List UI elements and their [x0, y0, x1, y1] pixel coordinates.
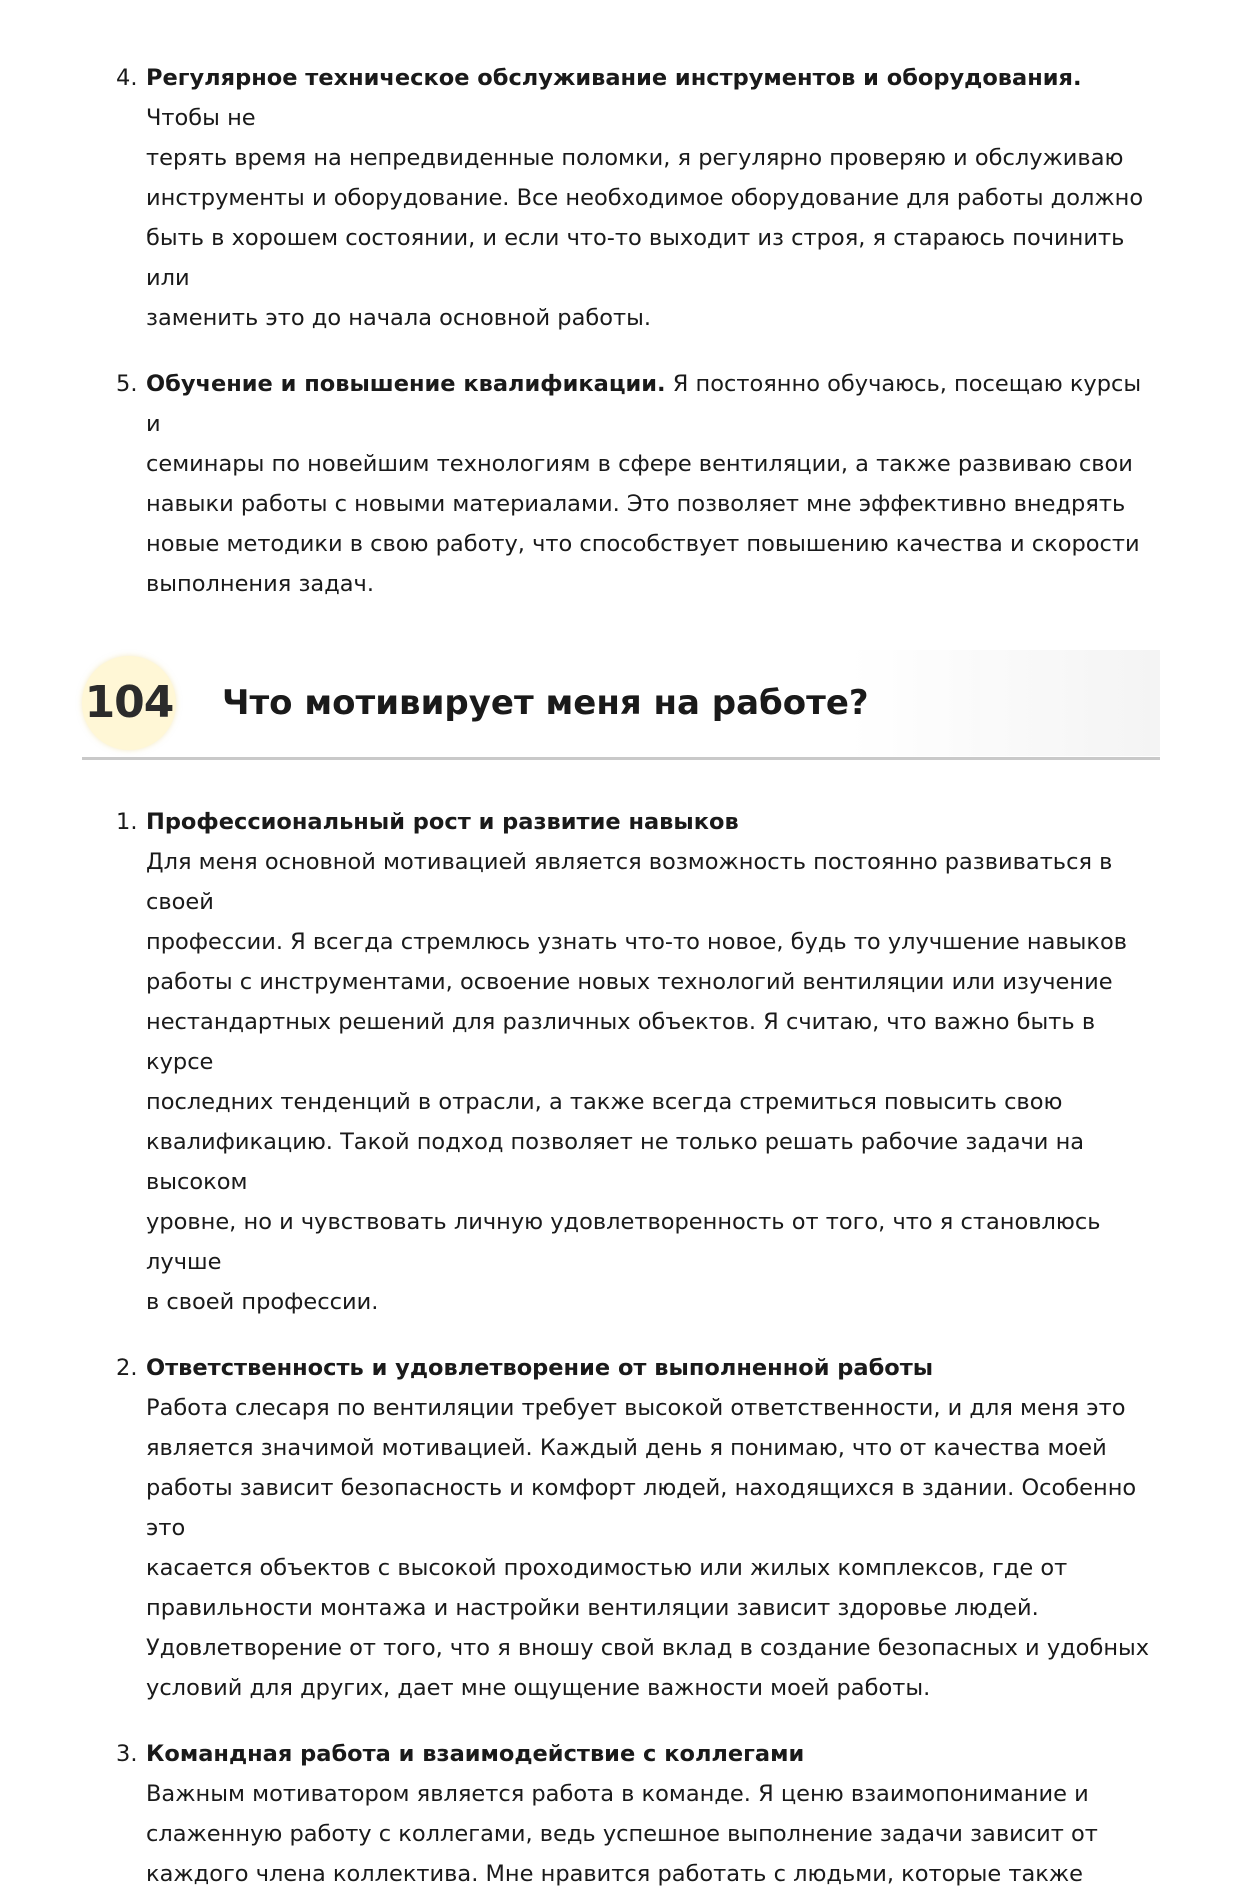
- section-number: 104: [84, 677, 174, 728]
- ordered-list: [0, 802, 1239, 1894]
- list-item-line: новые методики в свою работу, что способствует повышению качества и скорости: [146, 531, 1140, 557]
- section-divider: [82, 757, 1160, 760]
- list-item-line: нестандартных решений для различных объектов. Я считаю, что важно быть в курсе: [146, 1009, 1096, 1075]
- list-item-line: работы с инструментами, освоение новых технологий вентиляции или изучение: [146, 969, 1113, 995]
- list-item-line: выполнения задач.: [146, 571, 374, 597]
- list-item-number: 2.: [116, 1355, 138, 1381]
- list-item-line: работы зависит безопасность и комфорт людей, находящихся в здании. Особенно это: [146, 1475, 1137, 1541]
- list-item: [0, 1348, 1239, 1708]
- list-item-line: последних тенденций в отрасли, а также всегда стремиться повысить свою: [146, 1089, 1063, 1115]
- list-item-title: Командная работа и взаимодействие с коллегами: [146, 1741, 805, 1767]
- list-item-line: квалификацию. Такой подход позволяет не только решать рабочие задачи на высоком: [146, 1129, 1085, 1195]
- list-item-line: Для меня основной мотивацией является возможность постоянно развиваться в своей: [146, 849, 1113, 915]
- list-item-number: 4.: [116, 65, 138, 91]
- list-item-line: слаженную работу с коллегами, ведь успешное выполнение задачи зависит от: [146, 1821, 1098, 1847]
- motivation-list: [0, 802, 1239, 1894]
- list-item-first-line: [146, 58, 1159, 138]
- list-item-first-line-tail: Чтобы не: [146, 105, 256, 131]
- list-item-title: Регулярное техническое обслуживание инструментов и оборудования.: [146, 65, 1082, 91]
- list-item-line: семинары по новейшим технологиям в сфере вентиляции, а также развиваю свои: [146, 451, 1133, 477]
- list-continued: [0, 58, 1239, 604]
- list-item-number: 5.: [116, 371, 138, 397]
- list-item-line: является значимой мотивацией. Каждый день я понимаю, что от качества моей: [146, 1435, 1107, 1461]
- section-number-badge: [82, 656, 176, 750]
- list-item-line: уровне, но и чувствовать личную удовлетворенность от того, что я становлюсь лучше: [146, 1209, 1101, 1275]
- list-item-title: Ответственность и удовлетворение от выполненной работы: [146, 1355, 934, 1381]
- list-item-number: 3.: [116, 1741, 138, 1767]
- list-item-line: терять время на непредвиденные поломки, я регулярно проверяю и обслуживаю: [146, 145, 1124, 171]
- ordered-list: [0, 58, 1239, 604]
- list-item-line: заменить это до начала основной работы.: [146, 305, 652, 331]
- list-item-number: 1.: [116, 809, 138, 835]
- list-item-line: условий для других, дает мне ощущение важности моей работы.: [146, 1675, 931, 1701]
- list-item: [0, 802, 1239, 1322]
- list-item-title: Обучение и повышение квалификации.: [146, 371, 666, 397]
- list-item: [0, 364, 1239, 604]
- list-item-line: быть в хорошем состоянии, и если что-то выходит из строя, я стараюсь починить или: [146, 225, 1125, 291]
- section-heading: [82, 650, 1160, 760]
- list-item-line: Работа слесаря по вентиляции требует высокой ответственности, и для меня это: [146, 1395, 1126, 1421]
- list-item: [0, 58, 1239, 338]
- list-item-first-line: [146, 364, 1159, 444]
- list-item-line: в своей профессии.: [146, 1289, 379, 1315]
- list-item-line: навыки работы с новыми материалами. Это позволяет мне эффективно внедрять: [146, 491, 1126, 517]
- list-item-line: правильности монтажа и настройки вентиляции зависит здоровье людей.: [146, 1595, 1039, 1621]
- list-item-line: профессии. Я всегда стремлюсь узнать что-то новое, будь то улучшение навыков: [146, 929, 1128, 955]
- list-item-line: Важным мотиватором является работа в команде. Я ценю взаимопонимание и: [146, 1781, 1089, 1807]
- list-item-first-line-tail: Я постоянно обучаюсь, посещаю курсы и: [146, 371, 1142, 437]
- list-item-line: касается объектов с высокой проходимостью или жилых комплексов, где от: [146, 1555, 1068, 1581]
- list-item-line: каждого члена коллектива. Мне нравится работать с людьми, которые также: [146, 1861, 1084, 1887]
- section-title: Что мотивирует меня на работе?: [222, 683, 869, 723]
- list-item-line: инструменты и оборудование. Все необходимое оборудование для работы должно: [146, 185, 1144, 211]
- list-item: [0, 1734, 1239, 1894]
- list-item-title: Профессиональный рост и развитие навыков: [146, 809, 739, 835]
- list-item-line: Удовлетворение от того, что я вношу свой вклад в создание безопасных и удобных: [146, 1635, 1150, 1661]
